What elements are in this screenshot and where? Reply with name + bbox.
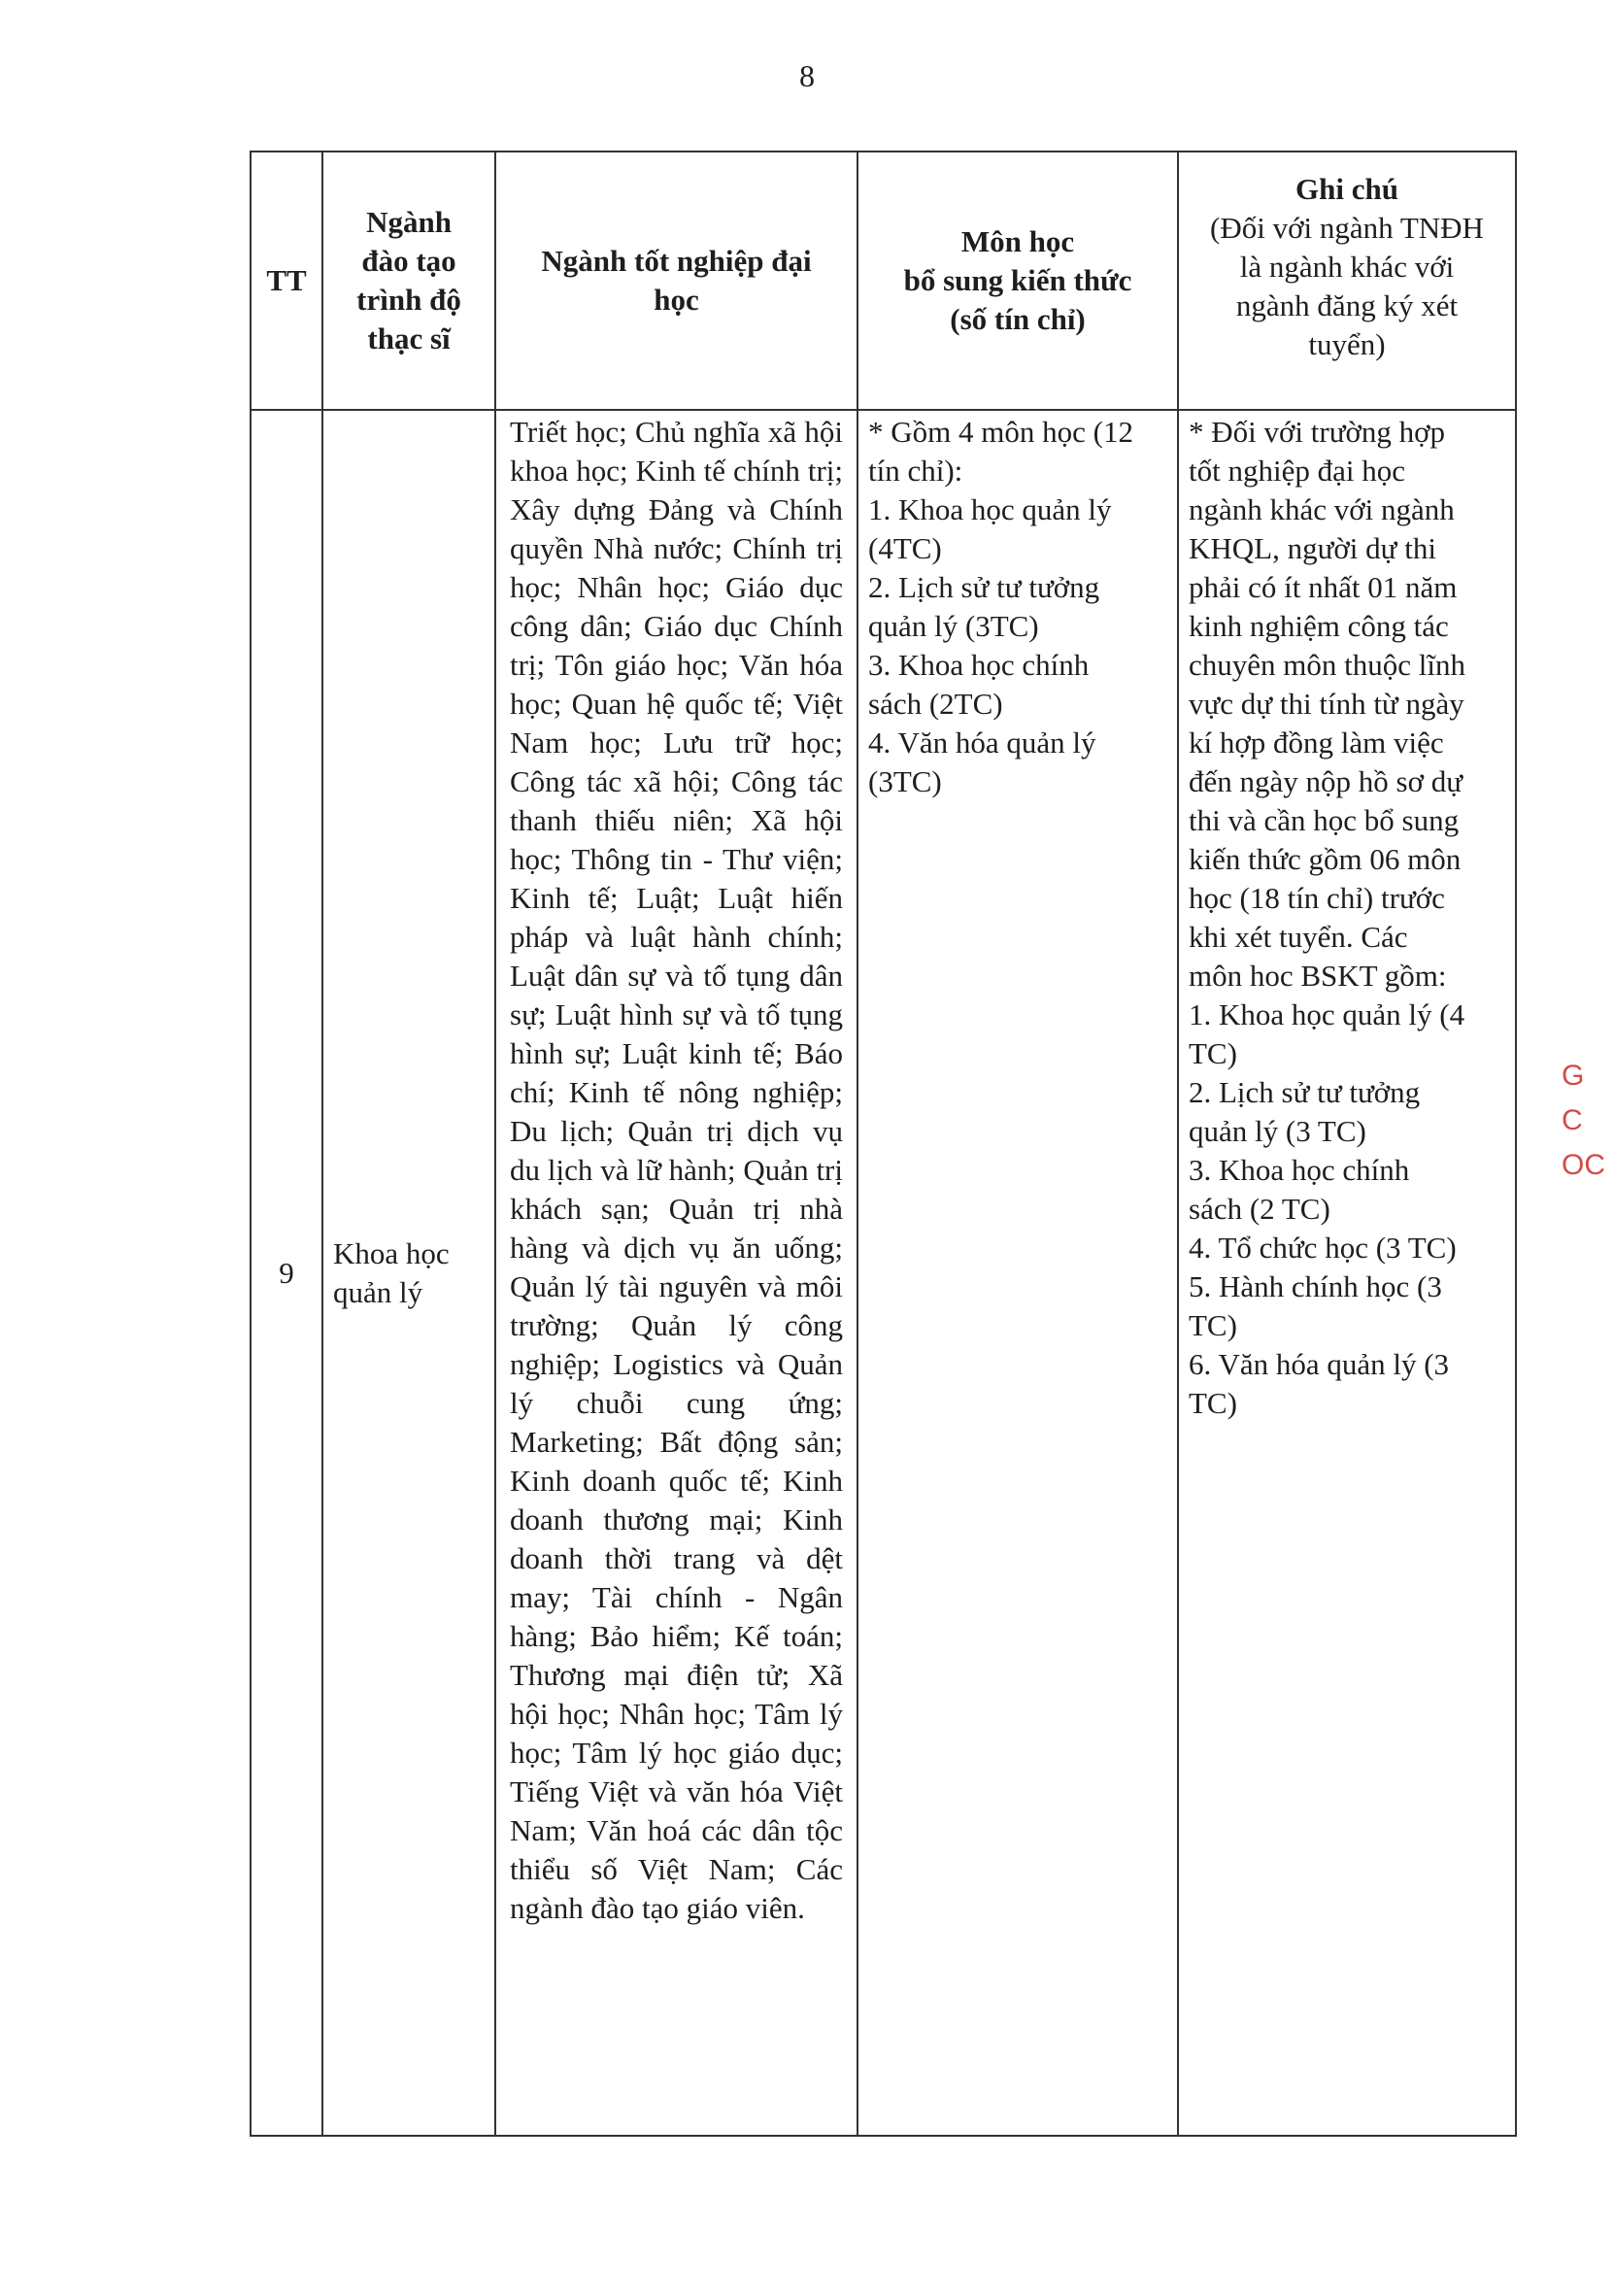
red-seal-fragment: [1562, 1054, 1614, 1258]
course-line: sách (2TC): [868, 687, 1003, 721]
note-line: 5. Hành chính học (3: [1189, 1269, 1442, 1303]
note-line: kí hợp đồng làm việc: [1189, 726, 1444, 760]
header-training-major: [322, 152, 495, 410]
note-line: khi xét tuyển. Các: [1189, 920, 1408, 954]
header-note: [1178, 152, 1516, 410]
note-line: TC): [1189, 1308, 1237, 1342]
note-line: * Đối với trường hợp: [1189, 415, 1446, 449]
note-line: sách (2 TC): [1189, 1192, 1330, 1226]
course-line: 3. Khoa học chính: [868, 648, 1090, 682]
course-line: quản lý (3TC): [868, 609, 1039, 643]
seal-letter: C: [1562, 1104, 1583, 1136]
note-line: tốt nghiệp đại học: [1189, 454, 1405, 488]
page-number: 8: [799, 58, 815, 93]
course-line: (3TC): [868, 764, 942, 798]
header-training-major-line: Ngành: [366, 205, 452, 239]
row-tt: 9: [251, 410, 322, 2136]
table-row: [251, 410, 1516, 2136]
course-line: (4TC): [868, 531, 942, 565]
note-line: vực dự thi tính từ ngày: [1189, 687, 1464, 721]
note-line: kiến thức gồm 06 môn: [1189, 842, 1462, 876]
note-line: 4. Tổ chức học (3 TC): [1189, 1231, 1457, 1265]
row-supplementary-courses: [857, 410, 1178, 2136]
note-line: 6. Văn hóa quản lý (3: [1189, 1347, 1450, 1381]
header-note-sub-line: ngành đăng ký xét: [1235, 288, 1459, 322]
course-line: * Gồm 4 môn học (12: [868, 415, 1133, 449]
seal-letter: G: [1562, 1060, 1585, 1092]
header-training-major-line: đào tạo: [361, 244, 456, 278]
note-line: 3. Khoa học chính: [1189, 1153, 1410, 1187]
note-line: thi và cần học bổ sung: [1189, 803, 1460, 837]
header-row: [251, 152, 1516, 410]
note-line: phải có ít nhất 01 năm: [1189, 570, 1458, 604]
note-line: đến ngày nộp hồ sơ dự: [1189, 764, 1463, 798]
row-graduation-majors: Triết học; Chủ nghĩa xã hội khoa học; Kinh tế chính trị; Xây dựng Đảng và Chính quyền Nhà nước; Chính trị học; Nhân học; Giáo dục công dân; Giáo dục Chính trị; Tôn giáo học; Văn hóa học; Quan hệ quốc tế; Việt Nam học; Lưu trữ học; Công tác xã hội; Công tác thanh thiếu niên; Xã hội học; Thông tin - Thư viện; Kinh tế; Luật; Luật hiến pháp và luật hành chính; Luật dân sự và tố tụng dân sự; Luật hình sự và tố tụng hình sự; Luật kinh tế; Báo chí; Kinh tế nông nghiệp; Du lịch; Quản trị dịch vụ du lịch và lữ hành; Quản trị khách sạn; Quản trị nhà hàng và dịch vụ ăn uống; Quản lý tài nguyên và môi trường; Quản lý công nghiệp; Logistics và Quản lý chuỗi cung ứng; Marketing; Bất động sản; Kinh doanh quốc tế; Kinh doanh thương mại; Kinh doanh thời trang và dệt may; Tài chính - Ngân hàng; Bảo hiểm; Kế toán; Thương mại điện tử; Xã hội học; Nhân học; Tâm lý học; Tâm lý học giáo dục; Tiếng Việt và văn hóa Việt Nam; Văn hoá các dân tộc thiểu số Việt Nam; Các ngành đào tạo giáo viên.: [495, 410, 857, 2136]
note-line: TC): [1189, 1386, 1237, 1420]
course-line: tín chỉ):: [868, 454, 963, 488]
seal-letter: OC: [1562, 1149, 1605, 1181]
note-line: chuyên môn thuộc lĩnh: [1189, 648, 1465, 682]
header-note-sub-line: tuyển): [1308, 327, 1386, 361]
header-courses-line: (số tín chỉ): [950, 302, 1086, 336]
note-line: quản lý (3 TC): [1189, 1114, 1366, 1148]
admission-table: [250, 151, 1517, 2137]
header-graduation-major-line: học: [654, 283, 699, 317]
header-note-sub-line: là ngành khác với: [1239, 250, 1455, 284]
course-line: 4. Văn hóa quản lý: [868, 726, 1096, 760]
course-line: 1. Khoa học quản lý: [868, 492, 1112, 526]
header-courses-line: Môn học: [960, 224, 1075, 258]
note-line: môn hoc BSKT gồm:: [1189, 959, 1447, 993]
header-training-major-line: thạc sĩ: [367, 321, 451, 355]
note-line: kinh nghiệm công tác: [1189, 609, 1449, 643]
note-line: ngành khác với ngành: [1189, 492, 1455, 526]
header-training-major-line: trình độ: [356, 283, 461, 317]
note-line: KHQL, người dự thi: [1189, 531, 1436, 565]
header-supplementary-courses: [857, 152, 1178, 410]
note-line: TC): [1189, 1036, 1237, 1070]
header-note-title: Ghi chú: [1295, 172, 1398, 206]
header-graduation-major: [495, 152, 857, 410]
header-tt: TT: [251, 152, 322, 410]
header-note-sub-line: (Đối với ngành TNĐH: [1210, 211, 1484, 245]
note-line: 2. Lịch sử tư tưởng: [1189, 1075, 1421, 1109]
note-line: học (18 tín chỉ) trước: [1189, 881, 1445, 915]
course-line: 2. Lịch sử tư tưởng: [868, 570, 1100, 604]
row-major-line: quản lý: [333, 1274, 423, 1309]
row-major-line: Khoa học: [333, 1235, 450, 1270]
header-courses-line: bổ sung kiến thức: [903, 263, 1132, 297]
header-graduation-major-line: Ngành tốt nghiệp đại: [541, 244, 812, 278]
note-line: 1. Khoa học quản lý (4: [1189, 997, 1465, 1031]
row-training-major: [322, 410, 495, 2136]
row-note: [1178, 410, 1516, 2136]
